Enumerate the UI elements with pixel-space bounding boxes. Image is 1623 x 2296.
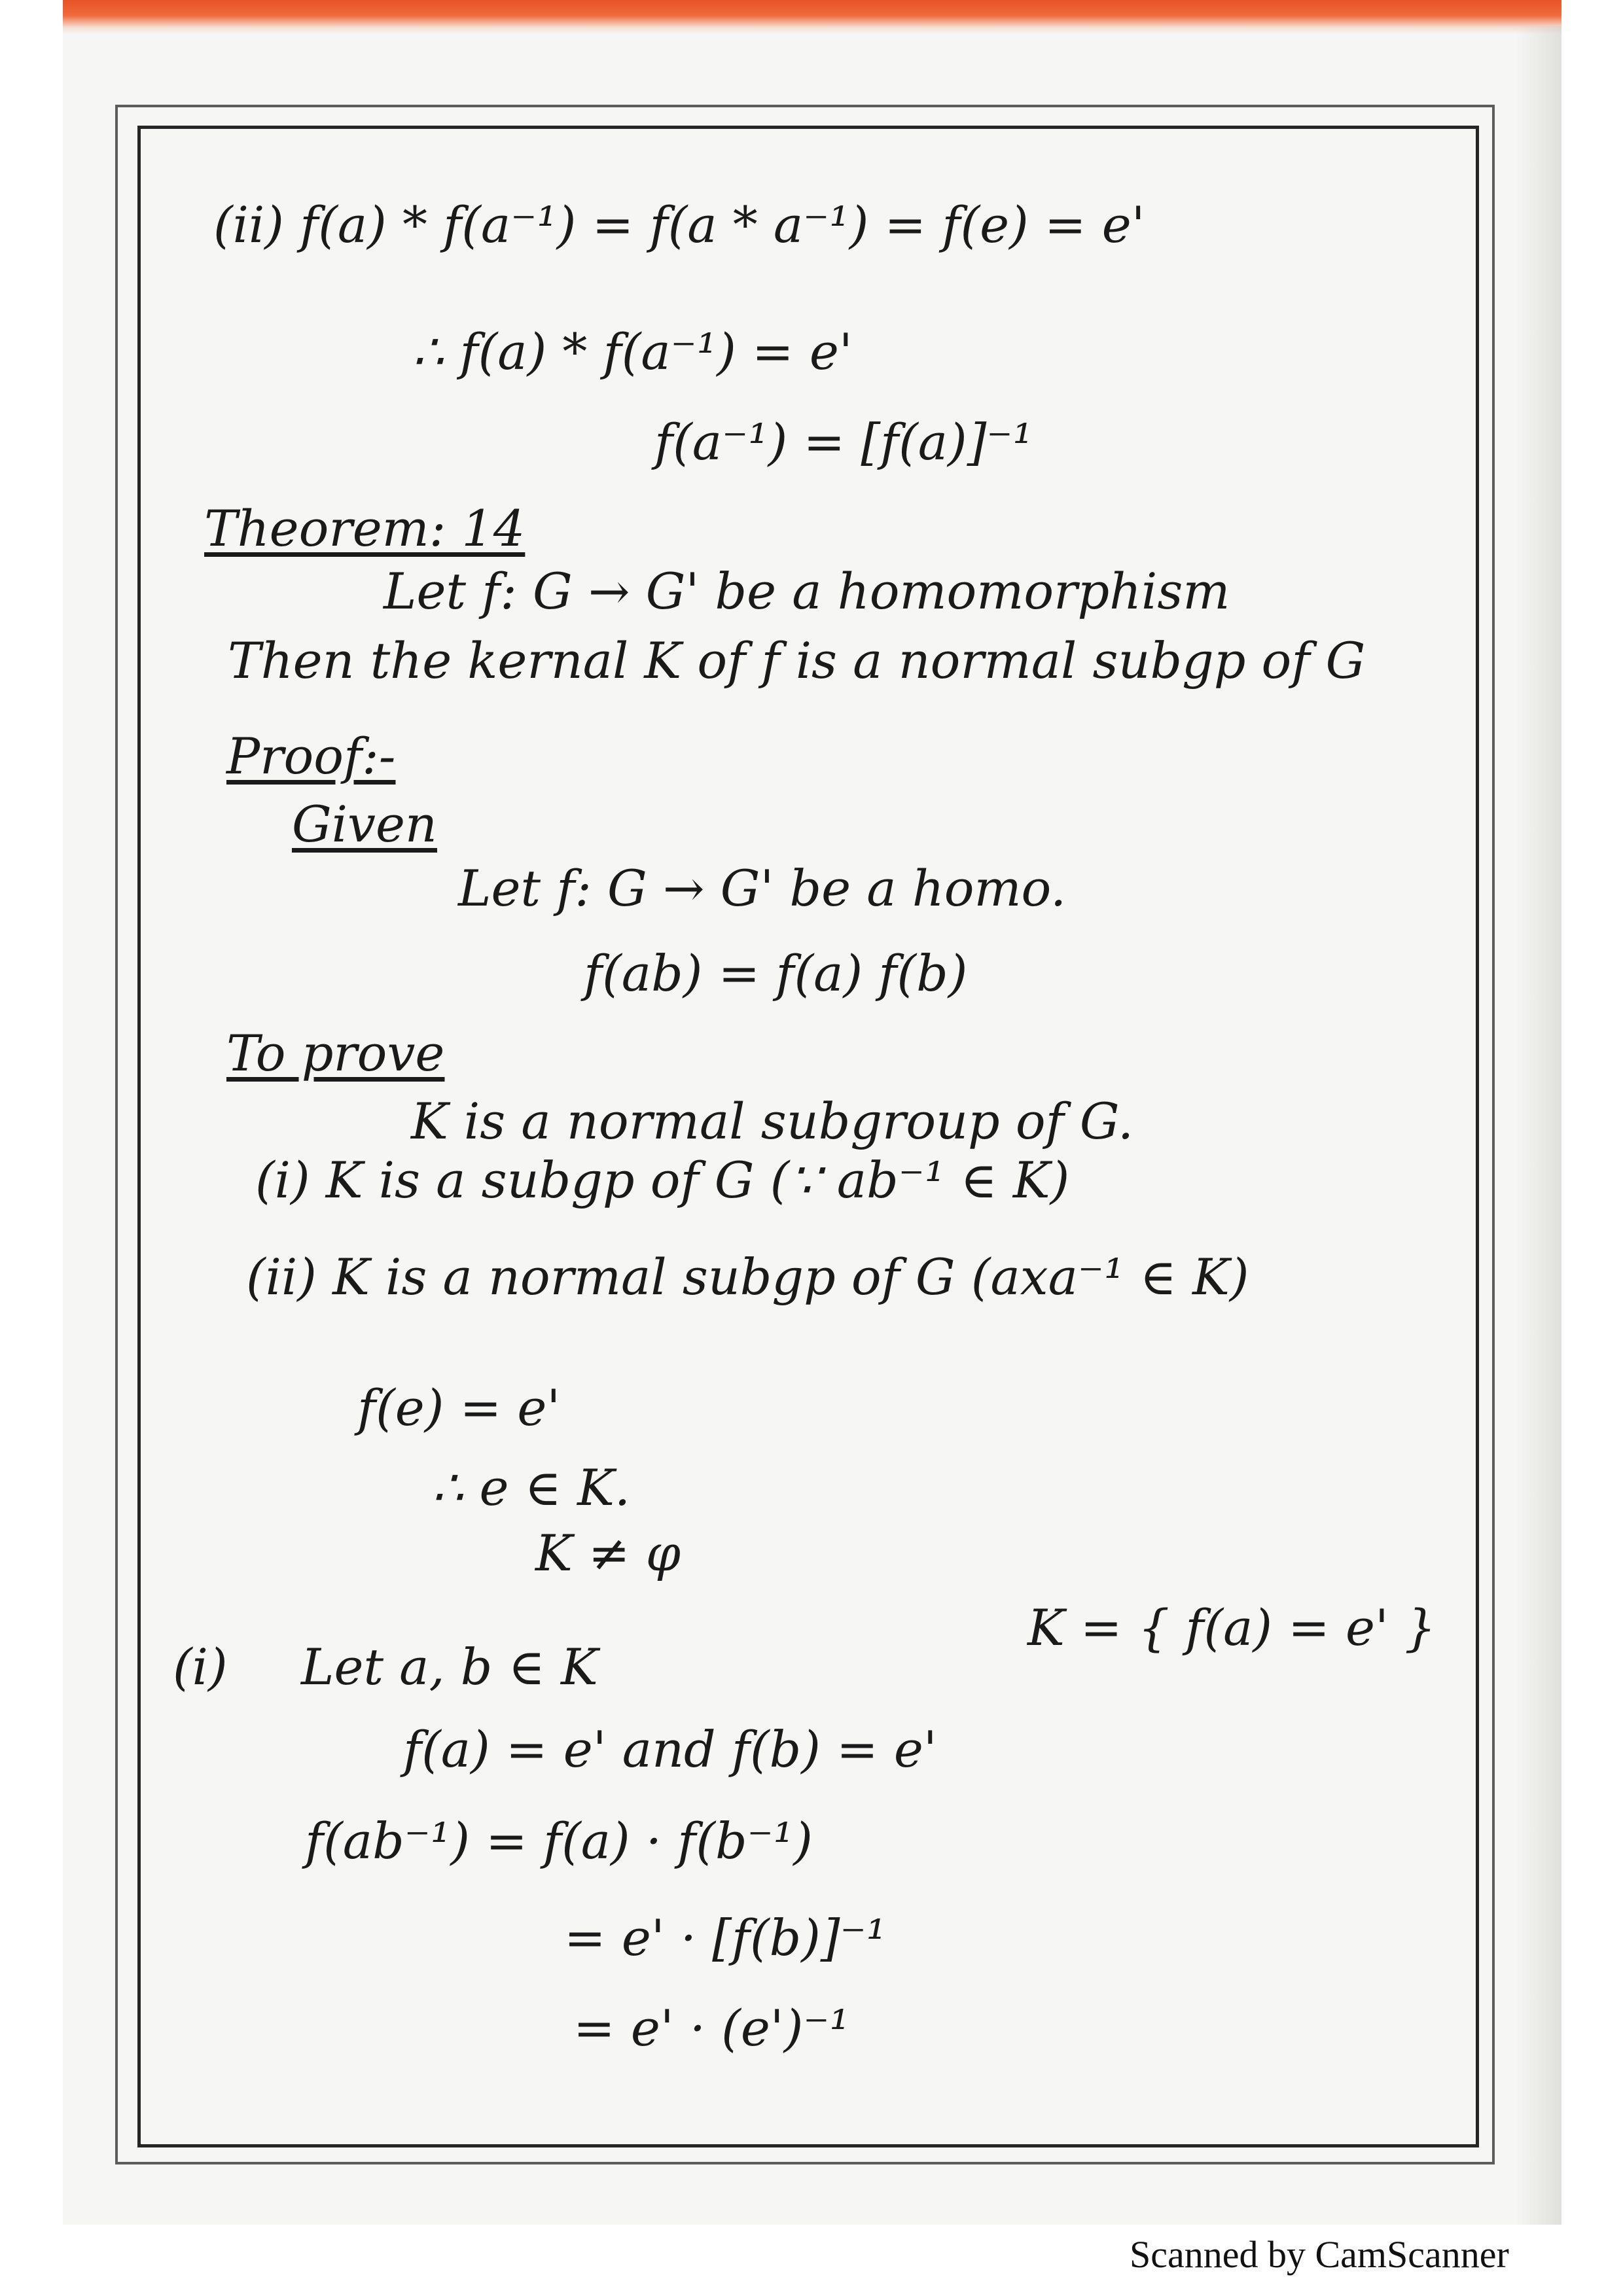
given-homomorphism-property: f(ab) = f(a) f(b) <box>584 944 968 1002</box>
proof-heading: Proof:- <box>226 727 396 785</box>
part-i-label: (i) <box>173 1638 228 1696</box>
part-i-equation-2: = e' · [f(b)]⁻¹ <box>564 1909 887 1967</box>
part-i-let: Let a, b ∈ K <box>301 1638 598 1696</box>
scanner-watermark: Scanned by CamScanner <box>1130 2233 1509 2276</box>
identity-in-kernel: ∴ e ∈ K. <box>432 1458 630 1517</box>
given-homomorphism: Let f: G → G' be a homo. <box>458 859 1067 917</box>
line-ii-inverse: (ii) f(a) * f(a⁻¹) = f(a * a⁻¹) = f(e) = e' <box>213 196 1145 254</box>
line-therefore-inverse: ∴ f(a) * f(a⁻¹) = e' <box>412 323 853 381</box>
to-prove-statement: K is a normal subgroup of G. <box>411 1092 1134 1150</box>
to-prove-item-1: (i) K is a subgp of G (∵ ab⁻¹ ∈ K) <box>255 1151 1070 1209</box>
part-i-fa-fb: f(a) = e' and f(b) = e' <box>403 1720 937 1778</box>
theorem-statement-1: Let f: G → G' be a homomorphism <box>383 562 1230 620</box>
theorem-statement-2: Then the kernal K of f is a normal subgp of G <box>228 631 1366 690</box>
to-prove-item-2: (ii) K is a normal subgp of G (axa⁻¹ ∈ K) <box>246 1248 1249 1306</box>
paper-right-shadow <box>1516 26 1561 2225</box>
paper-top-edge <box>63 0 1561 34</box>
part-i-equation-3: = e' · (e')⁻¹ <box>573 1999 849 2057</box>
kernel-nonempty: K ≠ φ <box>535 1524 681 1582</box>
identity-maps-to-identity: f(e) = e' <box>357 1379 561 1437</box>
theorem-heading: Theorem: 14 <box>204 499 526 557</box>
kernel-definition: K = { f(a) = e' } <box>1027 1598 1436 1657</box>
line-inverse-result: f(a⁻¹) = [f(a)]⁻¹ <box>654 413 1033 471</box>
to-prove-heading: To prove <box>226 1024 445 1082</box>
given-heading: Given <box>292 795 437 853</box>
part-i-equation-1: f(ab⁻¹) = f(a) · f(b⁻¹) <box>305 1812 813 1870</box>
